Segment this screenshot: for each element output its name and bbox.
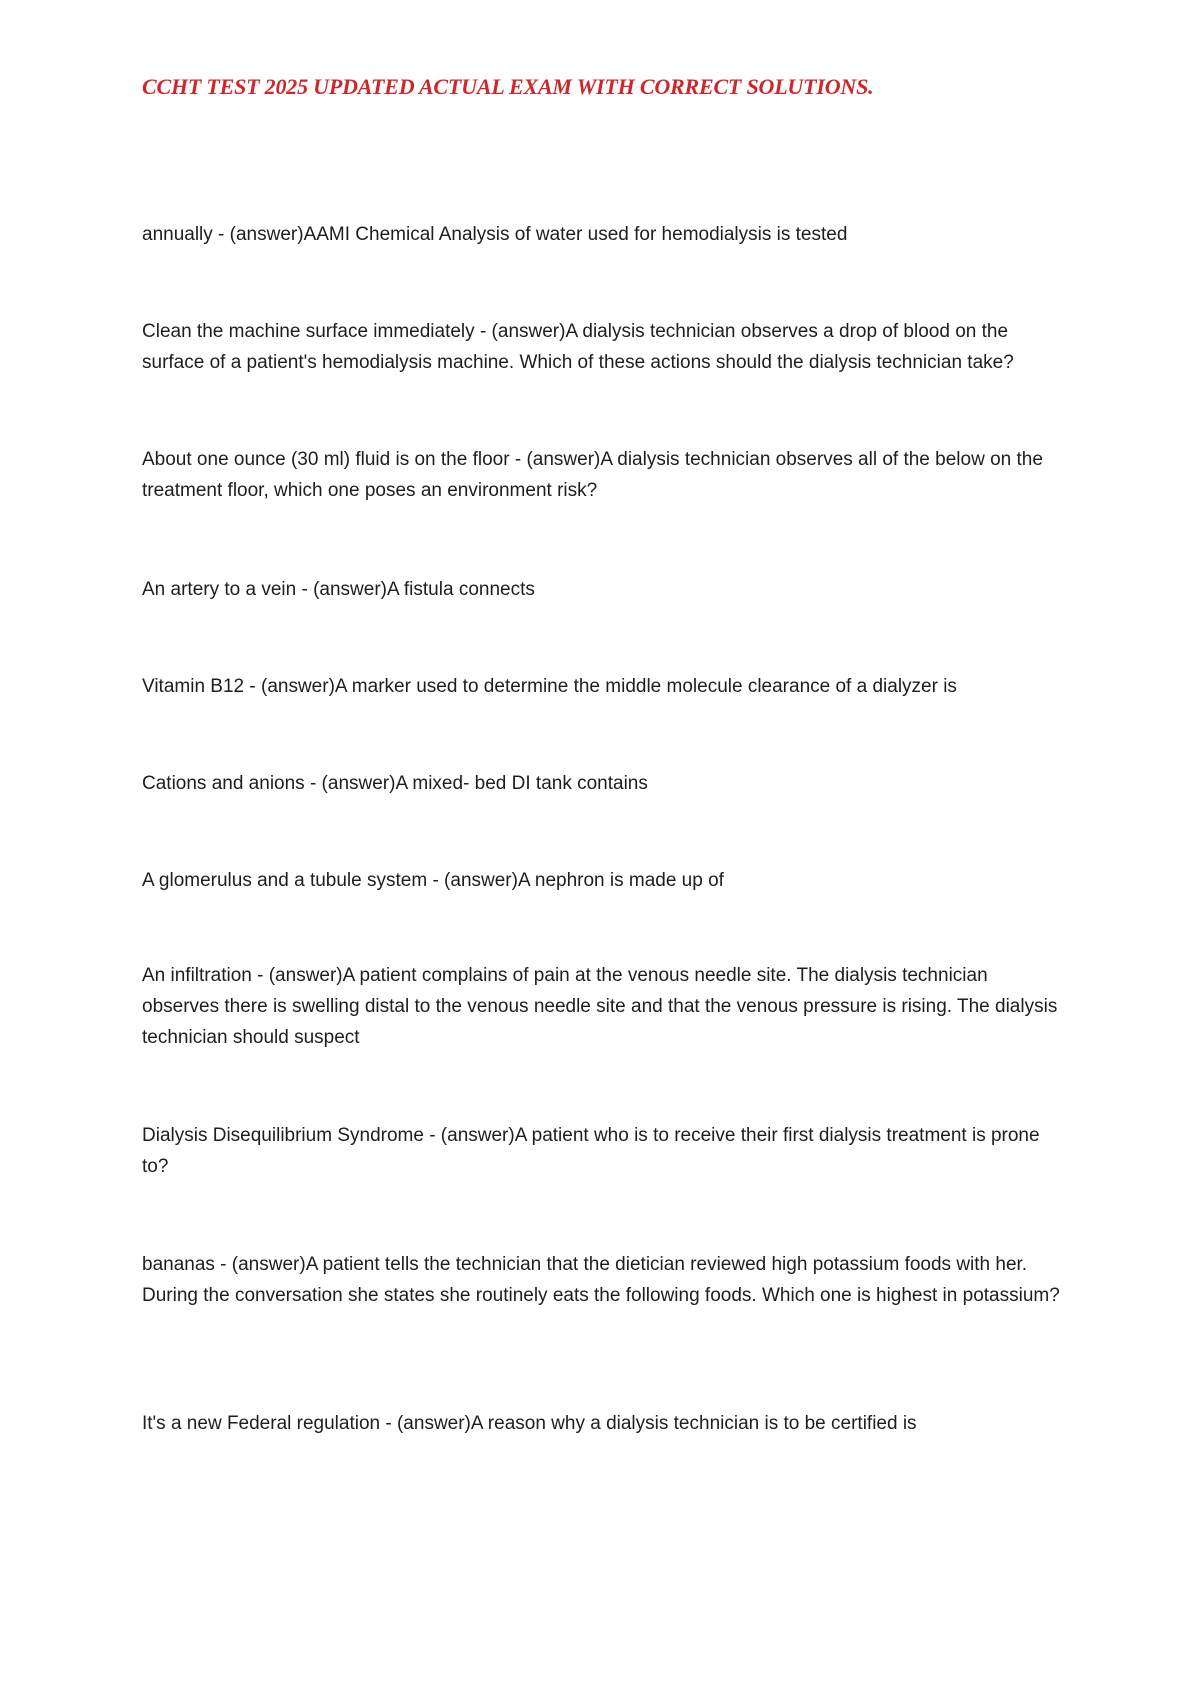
qa-separator: - (answer) <box>423 1125 515 1146</box>
qa-separator: - (answer) <box>296 579 387 600</box>
qa-question: A patient who is to receive their first dialysis treatment is prone to? <box>142 1125 1040 1177</box>
qa-question: A marker used to determine the middle molecule clearance of a dialyzer is <box>334 676 957 697</box>
qa-answer: Vitamin B12 <box>142 676 245 697</box>
qa-answer: Cations and anions <box>142 773 305 794</box>
qa-item <box>142 1120 1062 1182</box>
qa-item <box>142 960 1062 1053</box>
qa-separator: - (answer) <box>380 1413 471 1434</box>
qa-separator: - (answer) <box>304 773 396 794</box>
qa-item <box>142 574 1062 605</box>
qa-answer: About one ounce (30 ml) fluid is on the floor <box>142 449 510 470</box>
qa-question: A mixed- bed DI tank contains <box>395 773 648 794</box>
qa-separator: - (answer) <box>244 676 335 697</box>
qa-answer: It's a new Federal regulation <box>142 1413 381 1434</box>
qa-item <box>142 865 1062 896</box>
qa-question: A patient tells the technician that the dietician reviewed high potassium foods with her. During the conversation she states she routinely eats the following foods. Which one is highest in potassium? <box>142 1254 1060 1306</box>
qa-question: AAMI Chemical Analysis of water used for hemodialysis is tested <box>303 224 848 245</box>
qa-separator: - (answer) <box>214 1254 306 1275</box>
qa-question: A dialysis technician observes all of the below on the treatment floor, which one poses an environment risk? <box>142 449 1043 501</box>
qa-question: A dialysis technician observes a drop of blood on the surface of a patient's hemodialysis machine. Which of these actions should the dialysis technician take? <box>142 321 1014 373</box>
qa-question: A nephron is made up of <box>517 870 724 891</box>
document-title: CCHT TEST 2025 UPDATED ACTUAL EXAM WITH CORRECT SOLUTIONS. <box>142 74 874 99</box>
qa-separator: - (answer) <box>509 449 601 470</box>
qa-separator: - (answer) <box>474 321 566 342</box>
qa-answer: Dialysis Disequilibrium Syndrome <box>142 1125 424 1146</box>
qa-item <box>142 444 1062 506</box>
qa-answer: An artery to a vein <box>142 579 297 600</box>
qa-question: A reason why a dialysis technician is to be certified is <box>470 1413 917 1434</box>
qa-question: A fistula connects <box>387 579 535 600</box>
qa-answer: annually <box>142 224 213 245</box>
qa-answer: An infiltration <box>142 965 252 986</box>
qa-question: A patient complains of pain at the venous needle site. The dialysis technician observes there is swelling distal to the venous needle site and that the venous pressure is rising. The dialysis technician should suspect <box>142 965 1058 1048</box>
qa-item <box>142 1408 1062 1439</box>
qa-answer: bananas <box>142 1254 215 1275</box>
qa-item <box>142 768 1062 799</box>
qa-separator: - (answer) <box>251 965 343 986</box>
qa-answer: Clean the machine surface immediately <box>142 321 475 342</box>
qa-item <box>142 316 1062 378</box>
qa-separator: - (answer) <box>212 224 304 245</box>
qa-separator: - (answer) <box>427 870 518 891</box>
qa-item <box>142 1249 1062 1311</box>
qa-item <box>142 219 1062 250</box>
qa-answer: A glomerulus and a tubule system <box>142 870 428 891</box>
qa-item <box>142 671 1062 702</box>
